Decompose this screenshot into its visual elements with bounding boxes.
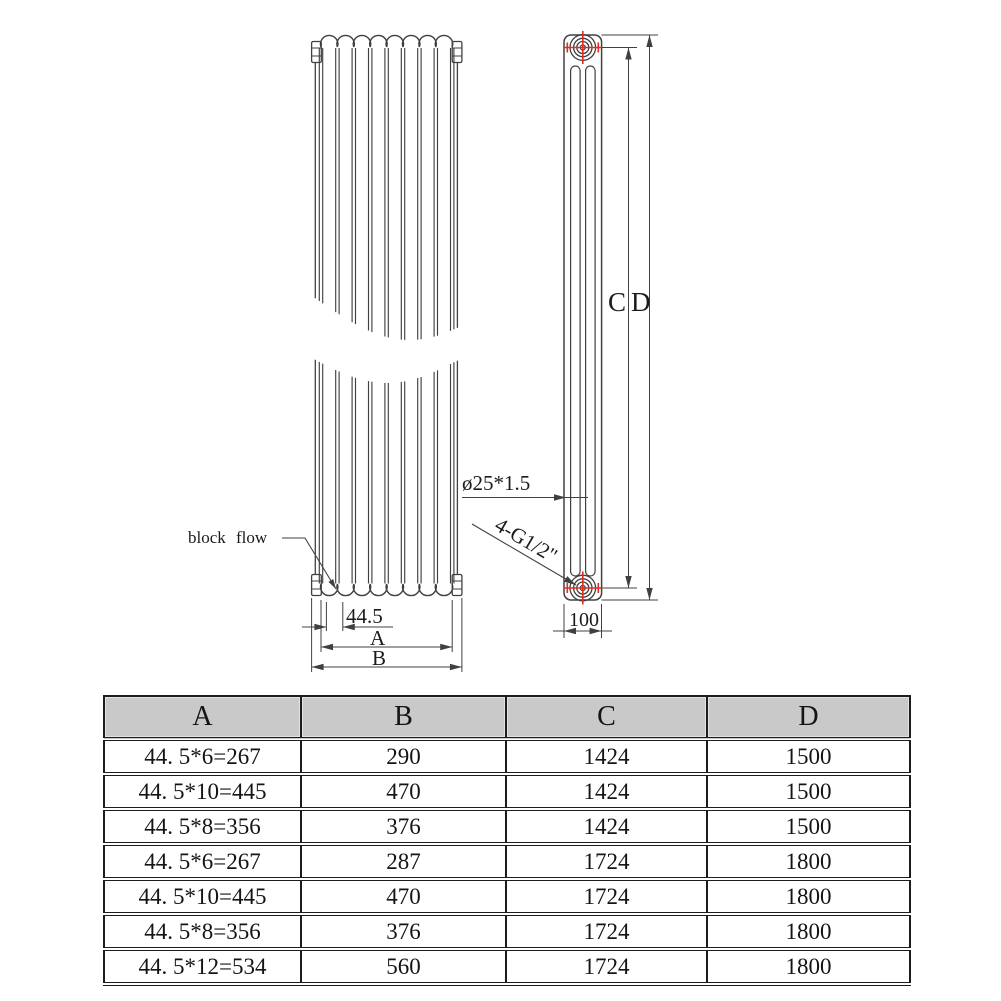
spec-cell: 1800 [707,844,910,879]
spec-cell: 1500 [707,809,910,844]
spec-cell: 290 [301,739,506,774]
spec-cell: 44. 5*10=445 [104,774,301,809]
col-header-d: D [707,696,910,739]
table-row [104,949,910,984]
spec-cell: 1724 [506,914,707,949]
spec-cell: 44. 5*6=267 [104,739,301,774]
depth-dimension-label: 100 [569,609,599,631]
spec-cell: 44. 5*6=267 [104,844,301,879]
thread-spec-label: 4-G1/2" [490,512,562,568]
table-row [104,879,910,914]
spec-cell: 1800 [707,914,910,949]
spec-cell: 1724 [506,844,707,879]
spec-cell: 44. 5*8=356 [104,914,301,949]
spec-cell: 1500 [707,739,910,774]
spec-cell: 1424 [506,774,707,809]
pitch-dimension-label: 44.5 [346,604,383,628]
spec-cell: 1800 [707,879,910,914]
spec-cell: 1724 [506,949,707,984]
spec-cell: 44. 5*10=445 [104,879,301,914]
block-flow-label: block flow [188,528,268,547]
spec-cell: 376 [301,914,506,949]
spec-cell: 1424 [506,809,707,844]
dimension-spec-table [103,695,911,986]
table-row [104,914,910,949]
spec-cell: 1724 [506,879,707,914]
spec-cell: 287 [301,844,506,879]
table-row [104,774,910,809]
spec-cell: 470 [301,774,506,809]
spec-cell: 560 [301,949,506,984]
spec-cell: 376 [301,809,506,844]
table-row [104,844,910,879]
dimension-c-label: C [608,287,627,317]
spec-cell: 44. 5*12=534 [104,949,301,984]
spec-cell: 1800 [707,949,910,984]
spec-cell: 44. 5*8=356 [104,809,301,844]
col-header-c: C [506,696,707,739]
table-row [104,809,910,844]
dimension-a-label: A [370,626,386,650]
dimension-b-label: B [372,646,387,670]
col-header-b: B [301,696,506,739]
radiator-front-view [312,35,462,595]
dimension-d-label: D [631,287,651,317]
table-header-row [104,696,910,739]
center-mark-crosshairs [564,31,602,605]
spec-cell: 1424 [506,739,707,774]
spec-cell: 470 [301,879,506,914]
table-row [104,739,910,774]
col-header-a: A [104,696,301,739]
spec-cell: 1500 [707,774,910,809]
radiator-side-view [564,35,602,601]
tube-diameter-label: ø25*1.5 [462,471,531,495]
